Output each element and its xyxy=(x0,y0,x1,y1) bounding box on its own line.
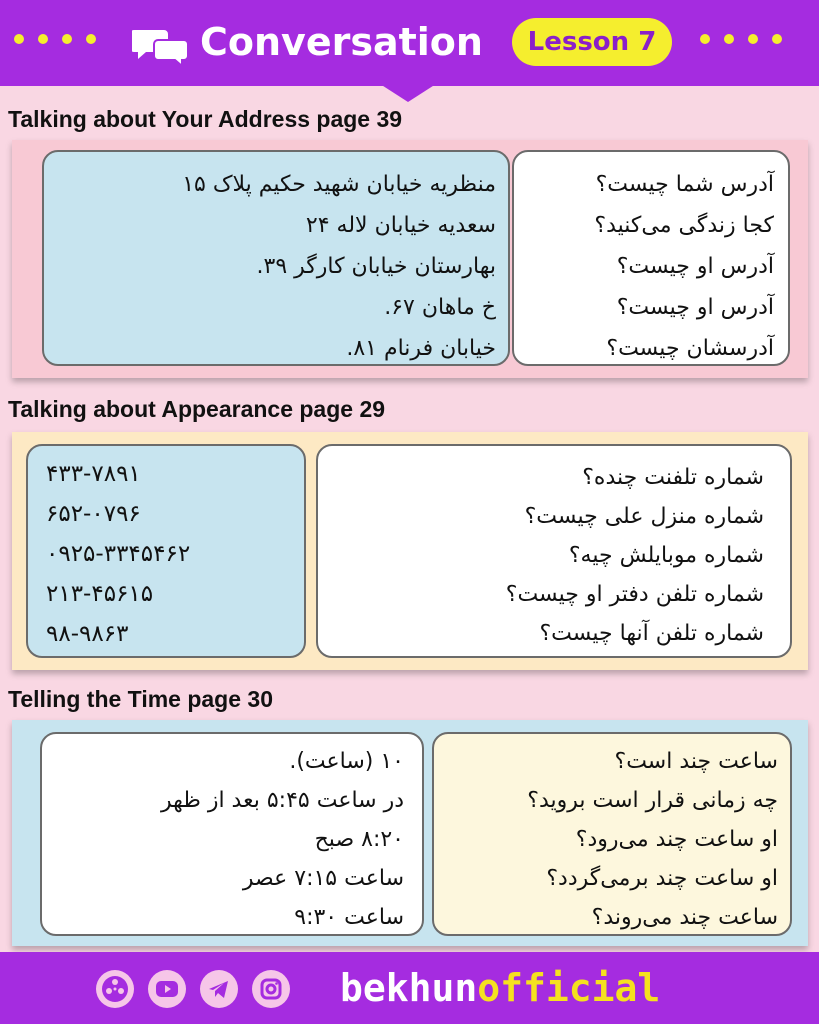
list-item: ۲۱۳-۴۵۶۱۵ xyxy=(46,581,154,607)
time-panel xyxy=(12,720,808,946)
list-item: ۰۹۲۵-۳۳۴۵۴۶۲ xyxy=(46,541,191,567)
list-item: ۱۰ (ساعت). xyxy=(289,749,404,774)
time-questions-card xyxy=(432,732,792,936)
phone-answers-list xyxy=(46,454,190,654)
list-item: ۸:۲۰ صبح xyxy=(314,827,404,852)
list-item: چه زمانی قرار است بروید؟ xyxy=(527,788,778,813)
time-answers-list xyxy=(161,742,404,937)
list-item: ساعت چند است؟ xyxy=(614,749,778,774)
list-item: خیابان فرنام ۸۱. xyxy=(346,336,496,361)
youtube-icon[interactable] xyxy=(148,970,186,1008)
list-item: شماره منزل علی چیست؟ xyxy=(524,504,764,529)
list-item: آدرس او چیست؟ xyxy=(616,295,774,320)
page-title: Conversation xyxy=(200,20,483,64)
list-item: ۹۸-۹۸۶۳ xyxy=(46,621,129,647)
list-item: او ساعت چند می‌رود؟ xyxy=(575,827,778,852)
address-answers-list xyxy=(182,164,496,369)
list-item: بهارستان خیابان کارگر ۳۹. xyxy=(256,254,496,279)
time-questions-list xyxy=(527,742,778,937)
brand-handle xyxy=(340,962,660,1014)
list-item: سعدیه خیابان لاله ۲۴ xyxy=(305,213,496,238)
decorative-dots-right xyxy=(700,34,782,44)
phone-questions-list xyxy=(506,458,764,653)
list-item: آدرس شما چیست؟ xyxy=(595,172,774,197)
list-item: ساعت چند می‌روند؟ xyxy=(591,905,778,930)
list-item: آدرس او چیست؟ xyxy=(616,254,774,279)
section-title-address: Talking about Your Address page 39 xyxy=(8,106,403,132)
phone-answers-card xyxy=(26,444,306,658)
list-item: شماره موبایلش چیه؟ xyxy=(568,543,764,568)
address-answers-card xyxy=(42,150,510,366)
chat-bubbles-icon xyxy=(132,26,190,66)
address-panel xyxy=(12,140,808,378)
list-item: ساعت ۷:۱۵ عصر xyxy=(242,866,404,891)
decorative-dots-left xyxy=(14,34,96,44)
address-questions-card xyxy=(512,150,790,366)
header-banner xyxy=(0,0,819,86)
brand-handle-part2: official xyxy=(477,966,661,1010)
phone-panel xyxy=(12,432,808,670)
list-item: آدرسشان چیست؟ xyxy=(606,336,774,361)
list-item: ۶۵۲-۰۷۹۶ xyxy=(46,501,141,527)
footer-banner xyxy=(0,952,819,1024)
list-item: او ساعت چند برمی‌گردد؟ xyxy=(546,866,778,891)
list-item: در ساعت ۵:۴۵ بعد از ظهر xyxy=(161,788,404,813)
header-notch xyxy=(380,84,436,102)
list-item: ساعت ۹:۳۰ xyxy=(294,905,404,930)
list-item: منظریه خیابان شهید حکیم پلاک ۱۵ xyxy=(182,172,496,197)
time-answers-card xyxy=(40,732,424,936)
section-title-appearance: Talking about Appearance page 29 xyxy=(8,396,386,422)
section-title-time: Telling the Time page 30 xyxy=(8,686,273,712)
address-questions-list xyxy=(594,164,774,369)
list-item: کجا زندگی می‌کنید؟ xyxy=(594,213,774,238)
list-item: خ ماهان ۶۷. xyxy=(384,295,496,320)
telegram-icon[interactable] xyxy=(200,970,238,1008)
film-reel-icon[interactable] xyxy=(96,970,134,1008)
list-item: شماره تلفن آنها چیست؟ xyxy=(539,621,764,646)
lesson-badge: Lesson 7 xyxy=(512,18,672,66)
brand-handle-part1: bekhun xyxy=(340,966,478,1010)
list-item: ۴۳۳-۷۸۹۱ xyxy=(46,461,141,487)
instagram-icon[interactable] xyxy=(252,970,290,1008)
list-item: شماره تلفن دفتر او چیست؟ xyxy=(505,582,764,607)
phone-questions-card xyxy=(316,444,792,658)
list-item: شماره تلفنت چنده؟ xyxy=(582,465,764,490)
